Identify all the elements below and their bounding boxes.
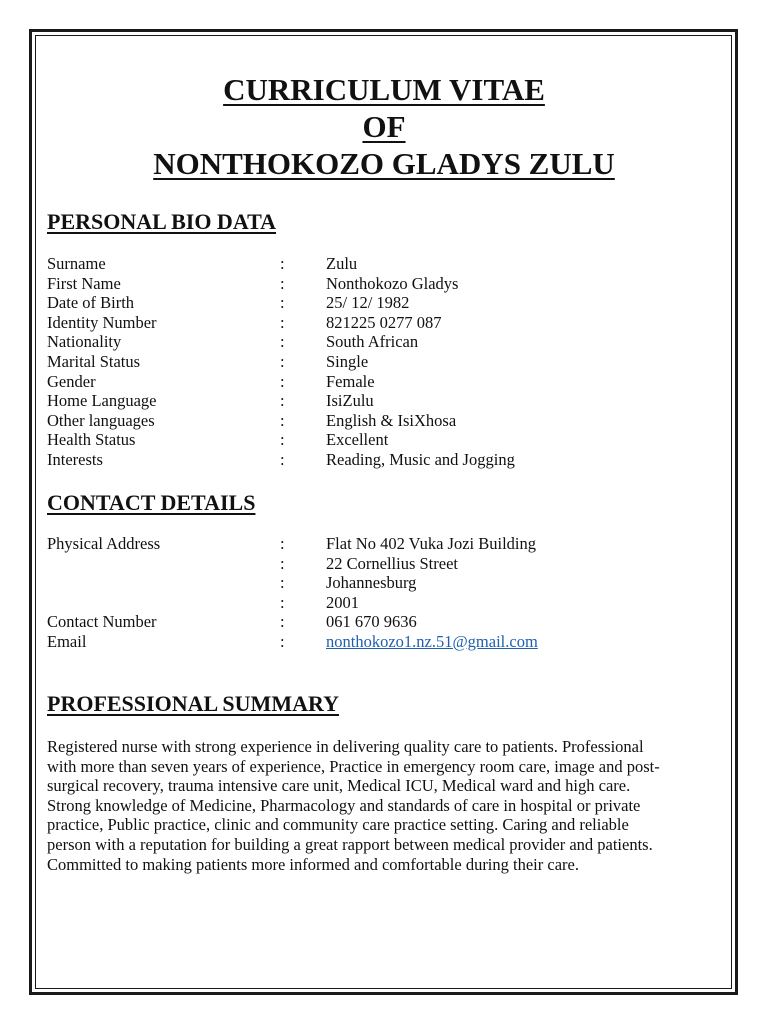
bio-value: South African [326, 332, 419, 352]
bio-label: Nationality [47, 332, 122, 352]
contact-label: Email [47, 632, 87, 651]
bio-label: Other languages [47, 410, 155, 430]
contact-value: Flat No 402 Vuka Jozi Building [326, 534, 536, 553]
bio-value: IsiZulu [326, 391, 374, 411]
bio-row-health-status [47, 430, 727, 450]
separator: : [280, 450, 285, 469]
contact-row-city [47, 573, 727, 593]
bio-row-first-name [47, 274, 727, 294]
summary-line: Committed to making patients more informed and comfortable during their care. [47, 854, 579, 874]
contact-details-heading: CONTACT DETAILS [47, 490, 256, 515]
bio-row-marital-status [47, 352, 727, 372]
bio-row-home-language [47, 391, 727, 411]
contact-value: 061 670 9636 [326, 612, 417, 632]
bio-row-gender [47, 372, 727, 392]
contact-row-street [47, 554, 727, 574]
separator: : [280, 553, 285, 573]
separator: : [280, 612, 285, 632]
bio-value: Nonthokozo Gladys [326, 273, 459, 293]
personal-bio-heading: PERSONAL BIO DATA [47, 209, 277, 234]
separator: : [280, 573, 285, 593]
contact-row-physical-address [47, 534, 727, 554]
bio-row-other-languages [47, 411, 727, 431]
contact-value: 2001 [326, 592, 359, 612]
summary-line: person with a reputation for building a great rapport between medical provider and patients. [47, 834, 653, 854]
email-link[interactable]: nonthokozo1.nz.51@gmail.com [326, 632, 538, 651]
separator: : [280, 273, 285, 293]
summary-line: practice, Public practice, clinic and community care practice setting. Caring and reliable [47, 815, 629, 835]
document-title-line-1: CURRICULUM VITAE [223, 72, 545, 107]
bio-value: 25/ 12/ 1982 [326, 293, 410, 313]
bio-label: Surname [47, 254, 106, 273]
bio-row-date-of-birth [47, 293, 727, 313]
contact-value: 22 Cornellius Street [326, 553, 458, 573]
separator: : [280, 371, 285, 391]
document-title-name: NONTHOKOZO GLADYS ZULU [153, 146, 615, 181]
bio-row-identity-number [47, 313, 727, 333]
bio-value: 821225 0277 087 [326, 312, 442, 332]
separator: : [280, 312, 285, 332]
bio-label: Date of Birth [47, 293, 135, 313]
bio-value: Reading, Music and Jogging [326, 450, 515, 469]
separator: : [280, 534, 285, 553]
contact-row-postal-code [47, 593, 727, 613]
bio-label: Health Status [47, 430, 136, 450]
summary-line: with more than seven years of experience, Practice in emergency room care, image and post- [47, 756, 660, 776]
contact-label: Physical Address [47, 534, 161, 553]
contact-label: Contact Number [47, 612, 157, 632]
professional-summary-text [47, 737, 722, 874]
bio-value: English & IsiXhosa [326, 410, 457, 430]
separator: : [280, 254, 285, 273]
separator: : [280, 430, 285, 450]
separator: : [280, 410, 285, 430]
bio-value: Excellent [326, 430, 389, 450]
bio-label: Gender [47, 371, 96, 391]
bio-row-nationality [47, 332, 727, 352]
separator: : [280, 391, 285, 411]
contact-row-contact-number [47, 612, 727, 632]
separator: : [280, 332, 285, 352]
bio-label: Marital Status [47, 352, 141, 371]
bio-label: First Name [47, 273, 121, 293]
summary-line: surgical recovery, trauma intensive care unit, Medical ICU, Medical ward and high care. [47, 776, 631, 796]
separator: : [280, 592, 285, 612]
separator: : [280, 293, 285, 313]
document-title-line-2: OF [362, 109, 406, 144]
bio-label: Home Language [47, 391, 157, 411]
bio-label: Identity Number [47, 312, 157, 332]
bio-row-surname [47, 254, 727, 274]
summary-line: Strong knowledge of Medicine, Pharmacology and standards of care in hospital or private [47, 795, 641, 815]
separator: : [280, 632, 285, 651]
bio-value: Single [326, 352, 369, 371]
bio-value: Female [326, 371, 375, 391]
separator: : [280, 352, 285, 371]
bio-value: Zulu [326, 254, 358, 273]
contact-row-email [47, 632, 727, 652]
professional-summary-heading: PROFESSIONAL SUMMARY [47, 691, 339, 716]
summary-line: Registered nurse with strong experience in delivering quality care to patients. Professional [47, 737, 644, 756]
bio-row-interests [47, 450, 727, 470]
bio-label: Interests [47, 450, 103, 469]
contact-value: Johannesburg [326, 573, 417, 593]
